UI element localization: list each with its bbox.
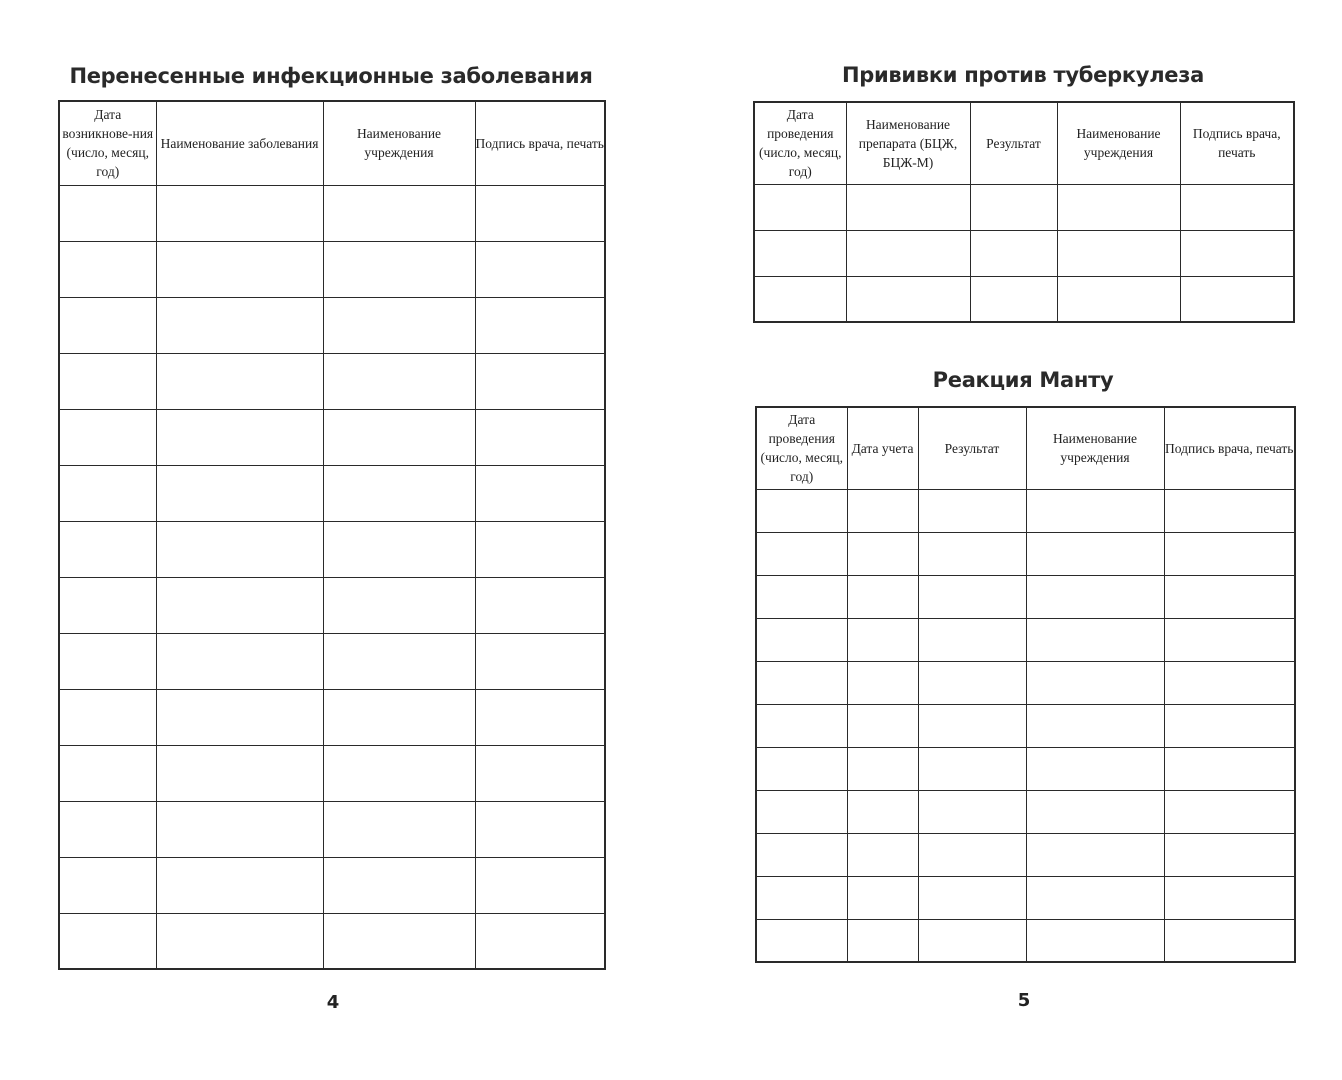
blank-cell — [847, 876, 918, 919]
blank-cell — [918, 747, 1026, 790]
blank-cell — [1026, 704, 1164, 747]
blank-cell — [847, 661, 918, 704]
blank-cell — [756, 532, 847, 575]
blank-cell — [754, 230, 846, 276]
blank-cell — [323, 689, 475, 745]
table-row — [756, 919, 1295, 962]
blank-cell — [847, 532, 918, 575]
column-header-institution-name: Наименование учреждения — [323, 101, 475, 185]
blank-cell — [1026, 747, 1164, 790]
blank-cell — [1057, 230, 1180, 276]
table-row — [59, 353, 605, 409]
blank-cell — [59, 577, 156, 633]
blank-cell — [1164, 833, 1295, 876]
blank-cell — [756, 747, 847, 790]
blank-cell — [323, 465, 475, 521]
blank-cell — [847, 833, 918, 876]
blank-cell — [756, 489, 847, 532]
blank-cell — [323, 353, 475, 409]
blank-cell — [59, 241, 156, 297]
blank-cell — [1026, 532, 1164, 575]
blank-cell — [156, 801, 323, 857]
column-header-doctor-signature: Подпись врача, печать — [475, 101, 605, 185]
blank-cell — [156, 633, 323, 689]
blank-cell — [918, 704, 1026, 747]
column-header-record-date: Дата учета — [847, 407, 918, 489]
column-header-disease-name: Наименование заболевания — [156, 101, 323, 185]
table-row — [59, 689, 605, 745]
blank-cell — [1026, 919, 1164, 962]
blank-cell — [156, 689, 323, 745]
table-row — [59, 913, 605, 969]
blank-cell — [846, 276, 970, 322]
blank-cell — [475, 857, 605, 913]
blank-cell — [323, 241, 475, 297]
table-row — [756, 833, 1295, 876]
blank-cell — [475, 913, 605, 969]
column-header-result: Результат — [970, 102, 1057, 184]
blank-cell — [756, 919, 847, 962]
blank-cell — [59, 745, 156, 801]
blank-cell — [59, 353, 156, 409]
blank-cell — [156, 297, 323, 353]
blank-cell — [1026, 833, 1164, 876]
table-row — [756, 618, 1295, 661]
blank-cell — [1164, 532, 1295, 575]
blank-cell — [475, 521, 605, 577]
blank-cell — [1164, 489, 1295, 532]
blank-cell — [156, 745, 323, 801]
blank-cell — [1164, 919, 1295, 962]
blank-cell — [323, 633, 475, 689]
table-row — [756, 704, 1295, 747]
blank-cell — [323, 409, 475, 465]
blank-cell — [59, 465, 156, 521]
blank-cell — [59, 633, 156, 689]
table-row — [59, 857, 605, 913]
blank-cell — [918, 919, 1026, 962]
column-header-date: Дата проведения (число, месяц, год) — [754, 102, 846, 184]
blank-cell — [323, 577, 475, 633]
page-number-left: 4 — [326, 992, 340, 1013]
table-row — [756, 747, 1295, 790]
blank-cell — [970, 230, 1057, 276]
blank-cell — [323, 801, 475, 857]
column-header-institution-name: Наименование учреждения — [1057, 102, 1180, 184]
page-title-tb-vaccination: Прививки против туберкулеза — [842, 63, 1204, 87]
column-header-doctor-signature: Подпись врача, печать — [1164, 407, 1295, 489]
column-header-onset-date: Дата возникнове-ния (число, месяц, год) — [59, 101, 156, 185]
blank-cell — [847, 919, 918, 962]
blank-cell — [156, 521, 323, 577]
blank-cell — [756, 618, 847, 661]
blank-cell — [918, 876, 1026, 919]
blank-cell — [323, 521, 475, 577]
blank-cell — [475, 409, 605, 465]
blank-cell — [846, 184, 970, 230]
blank-cell — [847, 618, 918, 661]
blank-cell — [1164, 618, 1295, 661]
blank-cell — [156, 185, 323, 241]
table-header-row — [754, 102, 1294, 184]
blank-cell — [1057, 184, 1180, 230]
blank-cell — [1180, 276, 1294, 322]
blank-cell — [918, 790, 1026, 833]
blank-cell — [475, 577, 605, 633]
table-header-row — [59, 101, 605, 185]
blank-cell — [756, 790, 847, 833]
blank-cell — [1026, 489, 1164, 532]
blank-cell — [756, 575, 847, 618]
blank-cell — [59, 297, 156, 353]
blank-cell — [918, 532, 1026, 575]
table-row — [59, 241, 605, 297]
page-number-right: 5 — [1017, 990, 1031, 1011]
table-row — [59, 801, 605, 857]
blank-cell — [918, 489, 1026, 532]
blank-cell — [59, 913, 156, 969]
table-row — [754, 230, 1294, 276]
table-row — [756, 489, 1295, 532]
blank-cell — [323, 857, 475, 913]
blank-cell — [847, 489, 918, 532]
column-header-doctor-signature: Подпись врача, печать — [1180, 102, 1294, 184]
table-row — [59, 297, 605, 353]
blank-cell — [1164, 876, 1295, 919]
blank-cell — [1026, 575, 1164, 618]
table-row — [59, 409, 605, 465]
blank-cell — [59, 185, 156, 241]
column-header-vaccine-name: Наименование препарата (БЦЖ, БЦЖ-М) — [846, 102, 970, 184]
blank-cell — [156, 409, 323, 465]
blank-cell — [1164, 575, 1295, 618]
table-row — [754, 276, 1294, 322]
blank-cell — [475, 353, 605, 409]
table-body — [754, 184, 1294, 322]
table-row — [59, 185, 605, 241]
blank-cell — [156, 913, 323, 969]
blank-cell — [59, 689, 156, 745]
blank-cell — [475, 465, 605, 521]
blank-cell — [754, 276, 846, 322]
blank-cell — [475, 801, 605, 857]
table-header-row — [756, 407, 1295, 489]
blank-cell — [1026, 790, 1164, 833]
column-header-date: Дата проведения (число, месяц, год) — [756, 407, 847, 489]
table-row — [756, 790, 1295, 833]
blank-cell — [475, 689, 605, 745]
blank-cell — [970, 184, 1057, 230]
blank-cell — [475, 241, 605, 297]
table-row — [756, 876, 1295, 919]
blank-cell — [847, 790, 918, 833]
blank-cell — [846, 230, 970, 276]
blank-cell — [918, 618, 1026, 661]
table-row — [59, 465, 605, 521]
blank-cell — [323, 745, 475, 801]
table-body — [756, 489, 1295, 962]
blank-cell — [156, 465, 323, 521]
blank-cell — [156, 241, 323, 297]
blank-cell — [59, 801, 156, 857]
blank-cell — [1026, 618, 1164, 661]
table-row — [59, 745, 605, 801]
table-row — [756, 532, 1295, 575]
table-body — [59, 185, 605, 969]
blank-cell — [59, 409, 156, 465]
blank-cell — [156, 857, 323, 913]
blank-cell — [1164, 704, 1295, 747]
mantoux-reaction-table — [755, 406, 1296, 963]
blank-cell — [918, 575, 1026, 618]
blank-cell — [1164, 747, 1295, 790]
blank-cell — [1180, 184, 1294, 230]
blank-cell — [323, 297, 475, 353]
table-row — [756, 661, 1295, 704]
blank-cell — [754, 184, 846, 230]
blank-cell — [756, 876, 847, 919]
blank-cell — [323, 185, 475, 241]
blank-cell — [756, 833, 847, 876]
page-title-infectious-diseases: Перенесенные инфекционные заболевания — [69, 64, 593, 88]
table-row — [756, 575, 1295, 618]
blank-cell — [1180, 230, 1294, 276]
table-row — [59, 633, 605, 689]
blank-cell — [1164, 661, 1295, 704]
blank-cell — [475, 745, 605, 801]
blank-cell — [756, 704, 847, 747]
blank-cell — [1164, 790, 1295, 833]
blank-cell — [475, 185, 605, 241]
infectious-diseases-table — [58, 100, 606, 970]
blank-cell — [156, 353, 323, 409]
blank-cell — [847, 575, 918, 618]
blank-cell — [475, 297, 605, 353]
blank-cell — [756, 661, 847, 704]
page-title-mantoux-reaction: Реакция Манту — [932, 368, 1114, 392]
blank-cell — [475, 633, 605, 689]
blank-cell — [156, 577, 323, 633]
table-row — [59, 521, 605, 577]
blank-cell — [59, 521, 156, 577]
blank-cell — [1057, 276, 1180, 322]
blank-cell — [1026, 876, 1164, 919]
table-row — [59, 577, 605, 633]
table-row — [754, 184, 1294, 230]
column-header-institution-name: Наименование учреждения — [1026, 407, 1164, 489]
blank-cell — [918, 833, 1026, 876]
blank-cell — [847, 747, 918, 790]
column-header-result: Результат — [918, 407, 1026, 489]
blank-cell — [847, 704, 918, 747]
blank-cell — [970, 276, 1057, 322]
blank-cell — [1026, 661, 1164, 704]
tb-vaccination-table — [753, 101, 1295, 323]
blank-cell — [59, 857, 156, 913]
blank-cell — [323, 913, 475, 969]
blank-cell — [918, 661, 1026, 704]
